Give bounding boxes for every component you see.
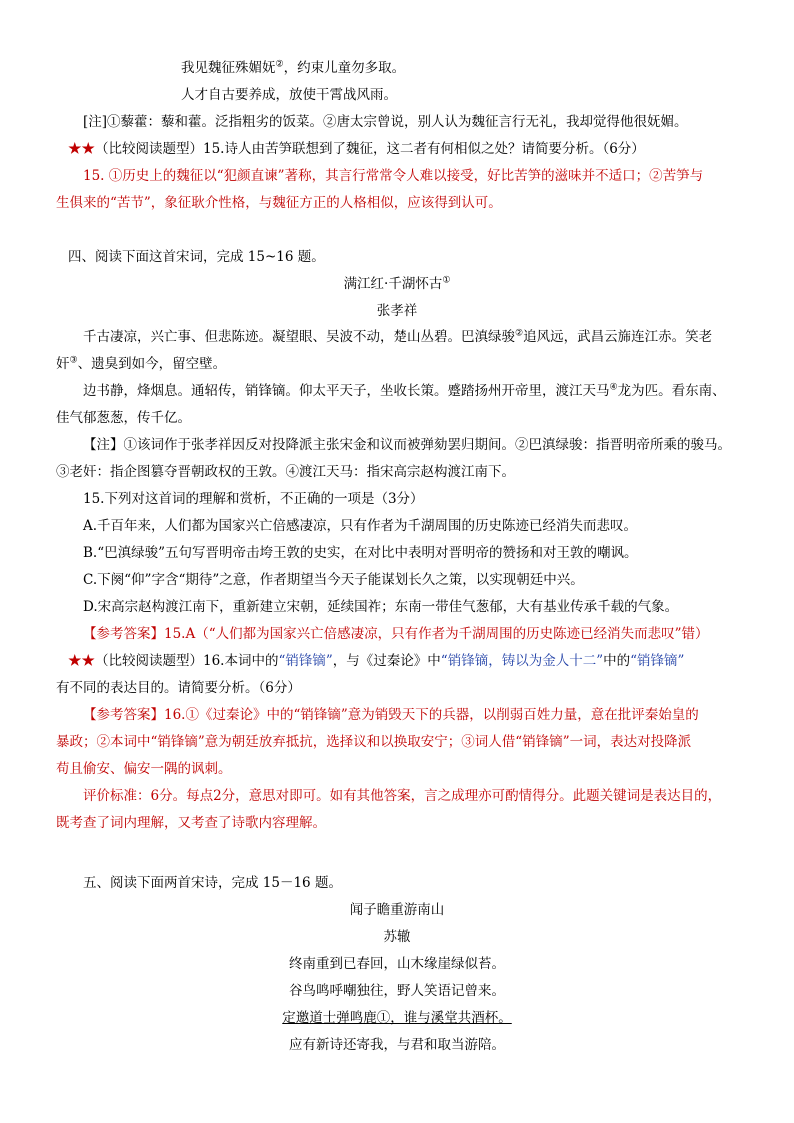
poem-line: 应有新诗还寄我，与君和取当游陪。 [289, 1037, 505, 1053]
star-rating: ★★ [68, 653, 95, 669]
question-16: ★★（比较阅读题型）16.本词中的“销锋镝”，与《过秦论》中“销锋镝，铸以为金人十二”中的“销锋镝” [68, 653, 685, 669]
poem-line-underlined: 定邀道士弹鸣鹿①，谁与溪堂共酒杯。 [282, 1010, 512, 1026]
ci-text-line: 边书静，烽烟息。通轺传，销锋镝。仰太平天子，坐收长策。蹙踏扬州开帝里，渡江天马④龙为匹。看东南、 [83, 382, 726, 399]
poem-line: 人才自古要养成，放使干霄战风雨。 [181, 87, 397, 103]
poem-line: 我见魏征殊媚妩②，约束儿童勿多取。 [181, 59, 406, 76]
poem-title: 闻子瞻重游南山 [349, 902, 445, 918]
option-a: A.千百年来，人们都为国家兴亡倍感凄凉，只有作者为千湖周围的历史陈迹已经消失而悲叹。 [83, 518, 638, 534]
option-c: C.下阕“仰”字含“期待”之意，作者期望当今天子能谋划长久之策，以实现朝廷中兴。 [83, 572, 584, 588]
evaluation-standard: 评价标准：6分。每点2分，意思对即可。如有其他答案，言之成理亦可酌情得分。此题关键词是表达目的， [83, 788, 722, 804]
answer-16-line1: 【参考答案】16.①《过秦论》中的“销锋镝”意为销毁天下的兵器，以削弱百姓力量，意在批评秦始皇的 [83, 707, 699, 723]
ci-text-line: 奸③、遗臭到如今，留空壁。 [56, 355, 227, 372]
question-15: 15.下列对这首词的理解和赏析，不正确的一项是（3分） [83, 491, 424, 507]
answer-15a-line2: 生俱来的“苦节”，象征耿介性格，与魏征方正的人格相似，应该得到认可。 [56, 195, 502, 211]
answer-15: 【参考答案】15.A（“人们都为国家兴亡倍感凄凉，只有作者为千湖周围的历史陈迹已经消失而悲叹”错） [83, 626, 709, 642]
answer-15a-line1: 15. ①历史上的魏征以“犯颜直谏”著称，其言行常常令人难以接受，好比苦笋的滋味并不适口；②苦笋与 [83, 168, 704, 184]
ci-text-line: 佳气郁葱葱，传千亿。 [56, 410, 191, 426]
poem-note: [注]①藜藿：藜和藿。泛指粗劣的饭菜。②唐太宗曾说，别人认为魏征言行无礼，我却觉得他很妩媚。 [83, 114, 688, 130]
option-d: D.宋高宗赵构渡江南下，重新建立宋朝，延续国祚；东南一带佳气葱郁，大有基业传承千载的气象。 [83, 599, 679, 615]
answer-16-line3: 苟且偷安、偏安一隅的讽刺。 [56, 761, 232, 777]
ci-author: 张孝祥 [376, 303, 418, 319]
poem-line: 终南重到已春回，山木缘崖绿似苔。 [289, 956, 505, 972]
ci-note: 【注】①该词作于张孝祥因反对投降派主张宋金和议而被弹劾罢归期间。②巴滇绿骏：指晋明帝所乘的骏马。 [83, 437, 731, 453]
section-4-heading: 四、阅读下面这首宋词，完成 15~16 题。 [68, 249, 325, 265]
star-rating: ★★ [68, 141, 95, 157]
poem-line: 谷鸟鸣呼嘲独往，野人笑语记曾来。 [289, 983, 505, 999]
answer-16-line2: 暴政；②本词中“销锋镝”意为朝廷放弃抵抗，选择议和以换取安宁；③词人借“销锋镝”一词，表达对投降派 [56, 734, 692, 750]
evaluation-standard-line2: 既考查了词内理解，又考查了诗歌内容理解。 [56, 815, 326, 831]
ci-text-line: 千古凄凉，兴亡事、但悲陈迹。凝望眼、吴波不动，楚山丛碧。巴滇绿骏②追风远，武昌云旆连江赤。笑老 [83, 328, 713, 345]
section-5-heading: 五、阅读下面两首宋诗，完成 15－16 题。 [83, 875, 342, 891]
ci-title: 满江红·千湖怀古① [343, 275, 451, 292]
question-15a: ★★（比较阅读题型）15.诗人由苦笋联想到了魏征，这二者有何相似之处？请简要分析。（6分） [68, 141, 645, 157]
ci-note: ③老奸：指企图篡夺晋朝政权的王敦。④渡江天马：指宋高宗赵构渡江南下。 [56, 464, 515, 480]
question-16-line2: 有不同的表达目的。请简要分析。（6分） [56, 680, 301, 696]
poem-author: 苏辙 [383, 929, 411, 945]
option-b: B.“巴滇绿骏”五句写晋明帝击垮王敦的史实，在对比中表明对晋明帝的赞扬和对王敦的嘲讽。 [83, 545, 638, 561]
